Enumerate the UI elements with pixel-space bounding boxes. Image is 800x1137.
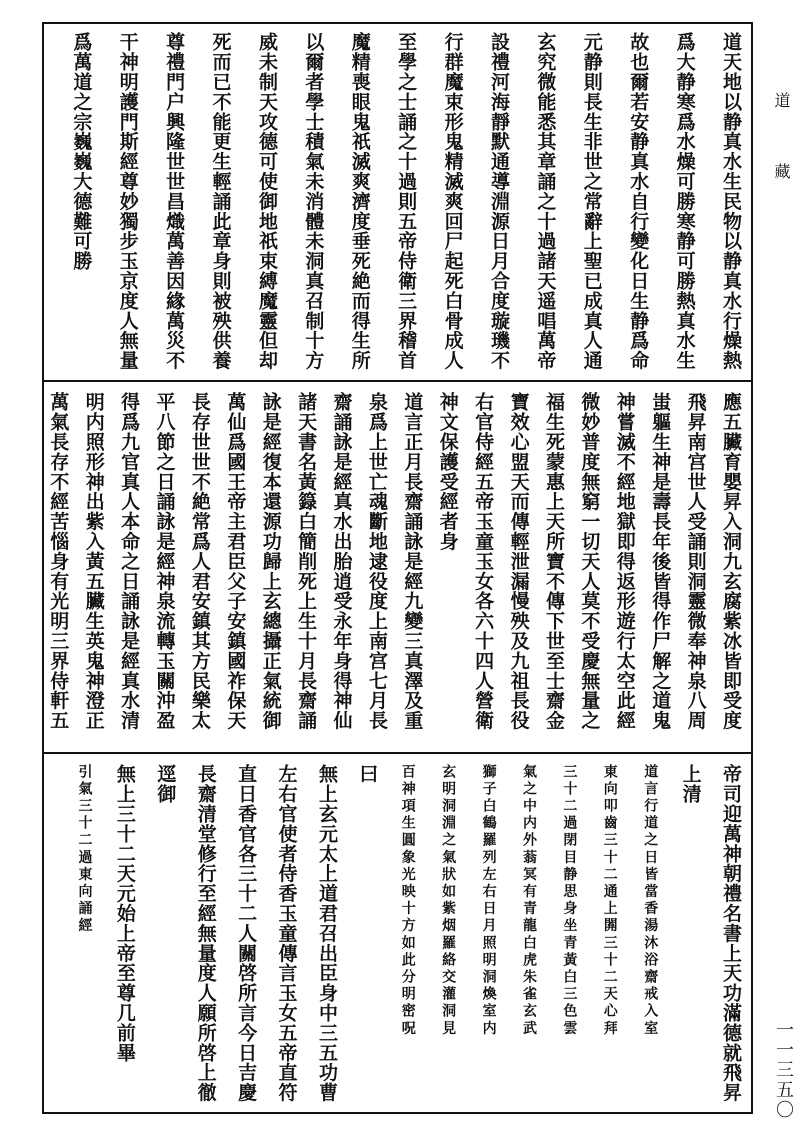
text-column: 長存世世不絶常爲人君安鎮其方民樂太 — [188, 392, 211, 731]
register-divider-2 — [42, 752, 753, 754]
text-column: 百神項生圓象光映十方如此分明密呪 — [399, 764, 416, 1038]
text-column: 行群魔束形鬼精滅爽回尸起死白骨成人 — [441, 32, 464, 371]
text-column: 應五臟育嬰昇入洞九玄腐紫冰皆即受度 — [720, 392, 742, 731]
text-column: 福生死蒙惠上天所寶不傳下世至士齋金 — [542, 392, 565, 731]
text-column: 平八節之日誦詠是經神泉流轉玉關沖盈 — [153, 392, 176, 731]
text-column: 萬氣長存不經苦惱身有光明三界侍軒五 — [47, 392, 70, 731]
text-column: 以爾者學士積氣未消體未洞真召制十方 — [302, 32, 325, 371]
text-column: 萬仙爲國王帝主君臣父子安鎮國祚保天 — [224, 392, 247, 731]
text-column: 設禮河海靜默通導淵源日月合度璇璣不 — [487, 32, 510, 371]
text-column: 尊禮門户興隆世世昌熾萬善因緣萬災不 — [163, 32, 186, 371]
text-column: 魔精喪眼鬼祇滅爽濟度垂死絶而得生所 — [348, 32, 371, 371]
collection-label: 道藏 — [772, 92, 791, 234]
text-column: 死而已不能更生輕誦此章身則被殃供養 — [209, 32, 232, 371]
top-register — [56, 32, 746, 377]
text-column: 明内照形神出紫入黃五臟生英鬼神澄正 — [82, 392, 105, 731]
text-column: 氣之中内外蓊冥有青龍白虎朱雀玄武 — [520, 764, 537, 1038]
text-column: 獅子白鶴羅列左右日月照明洞煥室内 — [480, 764, 497, 1038]
text-column: 飛昇南宫世人受誦則洞靈微奉神泉八周 — [684, 392, 707, 731]
text-column: 至學之士誦之十過則五帝侍衛三界稽首 — [395, 32, 418, 371]
text-column: 元静則長生非世之常辭上聖已成真人通 — [580, 32, 603, 371]
text-column: 道言正月長齋誦詠是經九變三真澤及重 — [401, 392, 424, 731]
text-column: 左右官使者侍香玉童傳言玉女五帝直符 — [275, 764, 298, 1103]
text-column: 三十二過閉目静思身坐青黃白三色雲 — [561, 764, 578, 1038]
register-divider-1 — [42, 380, 753, 382]
text-column: 逕御 — [154, 764, 177, 804]
text-column: 干神明護門斯經尊妙獨步玉京度人無量 — [116, 32, 139, 371]
text-column: 玄究微能悉其章誦之十過諸天遥唱萬帝 — [534, 32, 557, 371]
text-column: 直日香官各三十二人關啓所言今日吉慶 — [235, 764, 258, 1103]
text-column: 曰 — [356, 764, 379, 784]
text-column: 帝司迎萬神朝禮名書上天功滿德就飛昇 — [720, 764, 742, 1103]
text-column: 無上玄元太上道君召出臣身中三五功曹 — [315, 764, 338, 1103]
text-column: 無上三十二天元始上帝至尊几前畢 — [113, 764, 136, 1063]
text-column: 蚩軀生神是壽長年後皆得作尸解之道鬼 — [649, 392, 672, 731]
text-column: 齋誦詠是經真水出胎逍受永年身得神仙 — [330, 392, 353, 731]
text-column: 諸天書名黃籙白簡削死上生十月長齋誦 — [295, 392, 318, 731]
text-column: 玄明洞淵之氣狀如紫烟羅絡交灌洞見 — [440, 764, 457, 1038]
page-number: 一一三五〇 — [773, 1020, 794, 1120]
text-column: 右官侍經五帝玉童玉女各六十四人營衛 — [472, 392, 495, 731]
text-column: 長齋清堂修行至經無量度人願所啓上徹 — [194, 764, 217, 1103]
text-column: 神文保護受經者身 — [436, 392, 459, 552]
text-column: 上清 — [679, 764, 702, 804]
text-column: 神嘗滅不經地獄即得返形遊行太空此經 — [613, 392, 636, 731]
text-column: 道言行道之日皆當香湯沐浴齋戒入室 — [642, 764, 659, 1038]
text-column: 得爲九官真人本命之日誦詠是經真水清 — [118, 392, 141, 731]
text-column: 寶效心盟天而傳輕泄漏慢殃及九祖長役 — [507, 392, 530, 731]
text-column: 東向叩齒三十二通上閞三十二天心拜 — [601, 764, 618, 1038]
text-column: 泉爲上世亡魂斷地逮役度上南宫七月長 — [365, 392, 388, 731]
text-column: 故也爾若安静真水自行變化日生静爲命 — [627, 32, 650, 371]
text-column: 微妙普度無窮一切天人莫不受慶無量之 — [578, 392, 601, 731]
text-column: 爲萬道之宗巍巍大德難可勝 — [70, 32, 93, 271]
bottom-register — [60, 764, 746, 1110]
text-column: 威未制天攻德可使御地祇束縛魔靈但却 — [255, 32, 278, 371]
text-column: 道天地以静真水生民物以静真水行燥熱 — [720, 32, 742, 371]
text-column: 詠是經復本還源功歸上玄總攝正氣統御 — [259, 392, 282, 731]
text-column: 爲大静寒爲水燥可勝寒静可勝熱真水生 — [673, 32, 696, 371]
middle-register — [47, 392, 746, 748]
text-column: 引氣三十二過東向誦經 — [76, 764, 93, 935]
